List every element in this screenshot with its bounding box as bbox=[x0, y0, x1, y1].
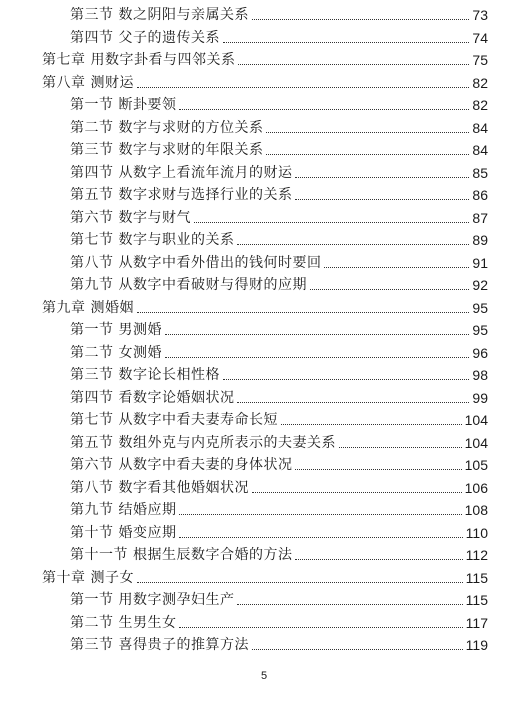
toc-section-entry[interactable] bbox=[0, 612, 528, 635]
dot-leader bbox=[295, 198, 469, 200]
dot-leader bbox=[324, 266, 469, 268]
dot-leader bbox=[223, 378, 469, 380]
toc-entry-page: 96 bbox=[472, 344, 488, 361]
toc-entry-page: 99 bbox=[472, 389, 488, 406]
toc-entry-title: 第十一节 根据生辰数字合婚的方法 bbox=[70, 547, 293, 564]
dot-leader bbox=[237, 243, 469, 245]
toc-entry-page: 98 bbox=[472, 367, 488, 384]
toc-section-entry[interactable] bbox=[0, 252, 528, 275]
toc-entry-title: 第二节 数字与求财的方位关系 bbox=[70, 119, 264, 136]
dot-leader bbox=[137, 311, 469, 313]
dot-leader bbox=[165, 356, 469, 358]
toc-entry-title: 第七章 用数字卦看与四邻关系 bbox=[42, 52, 236, 69]
toc-section-entry[interactable] bbox=[0, 387, 528, 410]
toc-chapter-entry[interactable] bbox=[0, 297, 528, 320]
dot-leader bbox=[137, 86, 469, 88]
toc-entry-page: 119 bbox=[465, 637, 488, 654]
toc-entry-title: 第三节 喜得贵子的推算方法 bbox=[70, 637, 249, 654]
toc-section-entry[interactable] bbox=[0, 634, 528, 657]
toc-section-entry[interactable] bbox=[0, 364, 528, 387]
toc-entry-page: 112 bbox=[465, 547, 488, 564]
toc-entry-title: 第九节 结婚应期 bbox=[70, 502, 177, 519]
toc-entry-page: 74 bbox=[472, 29, 488, 46]
page-number: 5 bbox=[260, 670, 268, 682]
toc-entry-page: 91 bbox=[472, 254, 488, 271]
toc-entry-page: 89 bbox=[472, 232, 488, 249]
toc-section-entry[interactable] bbox=[0, 207, 528, 230]
toc-chapter-entry[interactable] bbox=[0, 72, 528, 95]
dot-leader bbox=[238, 63, 469, 65]
toc-section-entry[interactable] bbox=[0, 454, 528, 477]
toc-entry-page: 87 bbox=[472, 209, 488, 226]
toc-entry-title: 第十章 测子女 bbox=[42, 569, 134, 586]
toc-entry-page: 95 bbox=[472, 299, 488, 316]
toc-section-entry[interactable] bbox=[0, 409, 528, 432]
toc-section-entry[interactable] bbox=[0, 589, 528, 612]
toc-entry-page: 110 bbox=[465, 524, 488, 541]
toc-entry-page: 82 bbox=[472, 74, 488, 91]
toc-entry-title: 第一节 用数字测孕妇生产 bbox=[70, 592, 235, 609]
toc-entry-page: 86 bbox=[472, 187, 488, 204]
dot-leader bbox=[310, 288, 469, 290]
toc-entry-page: 92 bbox=[472, 277, 488, 294]
toc-section-entry[interactable] bbox=[0, 342, 528, 365]
toc-section-entry[interactable] bbox=[0, 319, 528, 342]
toc-entry-title: 第二节 女测婚 bbox=[70, 344, 162, 361]
toc-chapter-entry[interactable] bbox=[0, 567, 528, 590]
dot-leader bbox=[223, 41, 469, 43]
toc-section-entry[interactable] bbox=[0, 117, 528, 140]
toc-section-entry[interactable] bbox=[0, 274, 528, 297]
toc-section-entry[interactable] bbox=[0, 162, 528, 185]
dot-leader bbox=[252, 648, 463, 650]
toc-section-entry[interactable] bbox=[0, 477, 528, 500]
toc-entry-title: 第六节 从数字中看夫妻的身体状况 bbox=[70, 457, 293, 474]
dot-leader bbox=[266, 131, 469, 133]
toc-entry-title: 第六节 数字与财气 bbox=[70, 209, 191, 226]
toc-entry-title: 第八节 数字看其他婚姻状况 bbox=[70, 479, 249, 496]
toc-section-entry[interactable] bbox=[0, 94, 528, 117]
dot-leader bbox=[179, 536, 462, 538]
toc-entry-page: 117 bbox=[465, 614, 488, 631]
toc-entry-page: 82 bbox=[472, 97, 488, 114]
dot-leader bbox=[237, 401, 469, 403]
toc-section-entry[interactable] bbox=[0, 184, 528, 207]
toc-entry-title: 第四节 父子的遗传关系 bbox=[70, 29, 220, 46]
dot-leader bbox=[295, 176, 469, 178]
toc-entry-title: 第十节 婚变应期 bbox=[70, 524, 177, 541]
toc-entry-title: 第八节 从数字中看外借出的钱何时要回 bbox=[70, 254, 322, 271]
toc-entry-page: 108 bbox=[464, 502, 488, 519]
dot-leader bbox=[179, 513, 461, 515]
dot-leader bbox=[194, 221, 469, 223]
toc-entry-title: 第九章 测婚姻 bbox=[42, 299, 134, 316]
toc-section-entry[interactable] bbox=[0, 499, 528, 522]
dot-leader bbox=[252, 18, 469, 20]
toc-entry-title: 第九节 从数字中看破财与得财的应期 bbox=[70, 277, 307, 294]
toc-entry-page: 115 bbox=[465, 569, 488, 586]
toc-section-entry[interactable] bbox=[0, 522, 528, 545]
dot-leader bbox=[165, 333, 469, 335]
toc-entry-title: 第三节 数之阴阳与亲属关系 bbox=[70, 7, 249, 24]
dot-leader bbox=[295, 558, 462, 560]
toc-chapter-entry[interactable] bbox=[0, 49, 528, 72]
dot-leader bbox=[252, 491, 462, 493]
toc-entry-title: 第五节 数字求财与选择行业的关系 bbox=[70, 187, 293, 204]
toc-entry-page: 115 bbox=[465, 592, 488, 609]
dot-leader bbox=[281, 423, 462, 425]
dot-leader bbox=[137, 581, 463, 583]
dot-leader bbox=[295, 468, 461, 470]
toc-entry-title: 第一节 断卦要领 bbox=[70, 97, 177, 114]
toc-section-entry[interactable] bbox=[0, 139, 528, 162]
toc-entry-page: 104 bbox=[464, 434, 488, 451]
toc-entry-title: 第三节 数字与求财的年限关系 bbox=[70, 142, 264, 159]
toc-entry-page: 73 bbox=[472, 7, 488, 24]
toc-entry-page: 95 bbox=[472, 322, 488, 339]
dot-leader bbox=[179, 626, 462, 628]
dot-leader bbox=[179, 108, 469, 110]
toc-entry-title: 第五节 数组外克与内克所表示的夫妻关系 bbox=[70, 434, 336, 451]
dot-leader bbox=[339, 446, 462, 448]
toc-entry-page: 106 bbox=[464, 479, 488, 496]
toc-entry-title: 第四节 看数字论婚姻状况 bbox=[70, 389, 235, 406]
toc-entry-title: 第二节 生男生女 bbox=[70, 614, 177, 631]
toc-section-entry[interactable] bbox=[0, 229, 528, 252]
toc-section-entry[interactable] bbox=[0, 544, 528, 567]
toc-entry-title: 第三节 数字论长相性格 bbox=[70, 367, 220, 384]
toc-entry-title: 第七节 从数字中看夫妻寿命长短 bbox=[70, 412, 278, 429]
toc-entry-title: 第七节 数字与职业的关系 bbox=[70, 232, 235, 249]
toc-entry-page: 105 bbox=[464, 457, 488, 474]
dot-leader bbox=[266, 153, 469, 155]
toc-entry-page: 104 bbox=[464, 412, 488, 429]
table-of-contents bbox=[0, 4, 528, 657]
toc-entry-page: 85 bbox=[472, 164, 488, 181]
toc-entry-title: 第一节 男测婚 bbox=[70, 322, 162, 339]
toc-entry-title: 第八章 测财运 bbox=[42, 74, 134, 91]
dot-leader bbox=[237, 603, 462, 605]
toc-entry-title: 第四节 从数字上看流年流月的财运 bbox=[70, 164, 293, 181]
toc-section-entry[interactable] bbox=[0, 27, 528, 50]
toc-entry-page: 84 bbox=[472, 142, 488, 159]
toc-section-entry[interactable] bbox=[0, 432, 528, 455]
toc-entry-page: 75 bbox=[472, 52, 488, 69]
toc-section-entry[interactable] bbox=[0, 4, 528, 27]
toc-entry-page: 84 bbox=[472, 119, 488, 136]
